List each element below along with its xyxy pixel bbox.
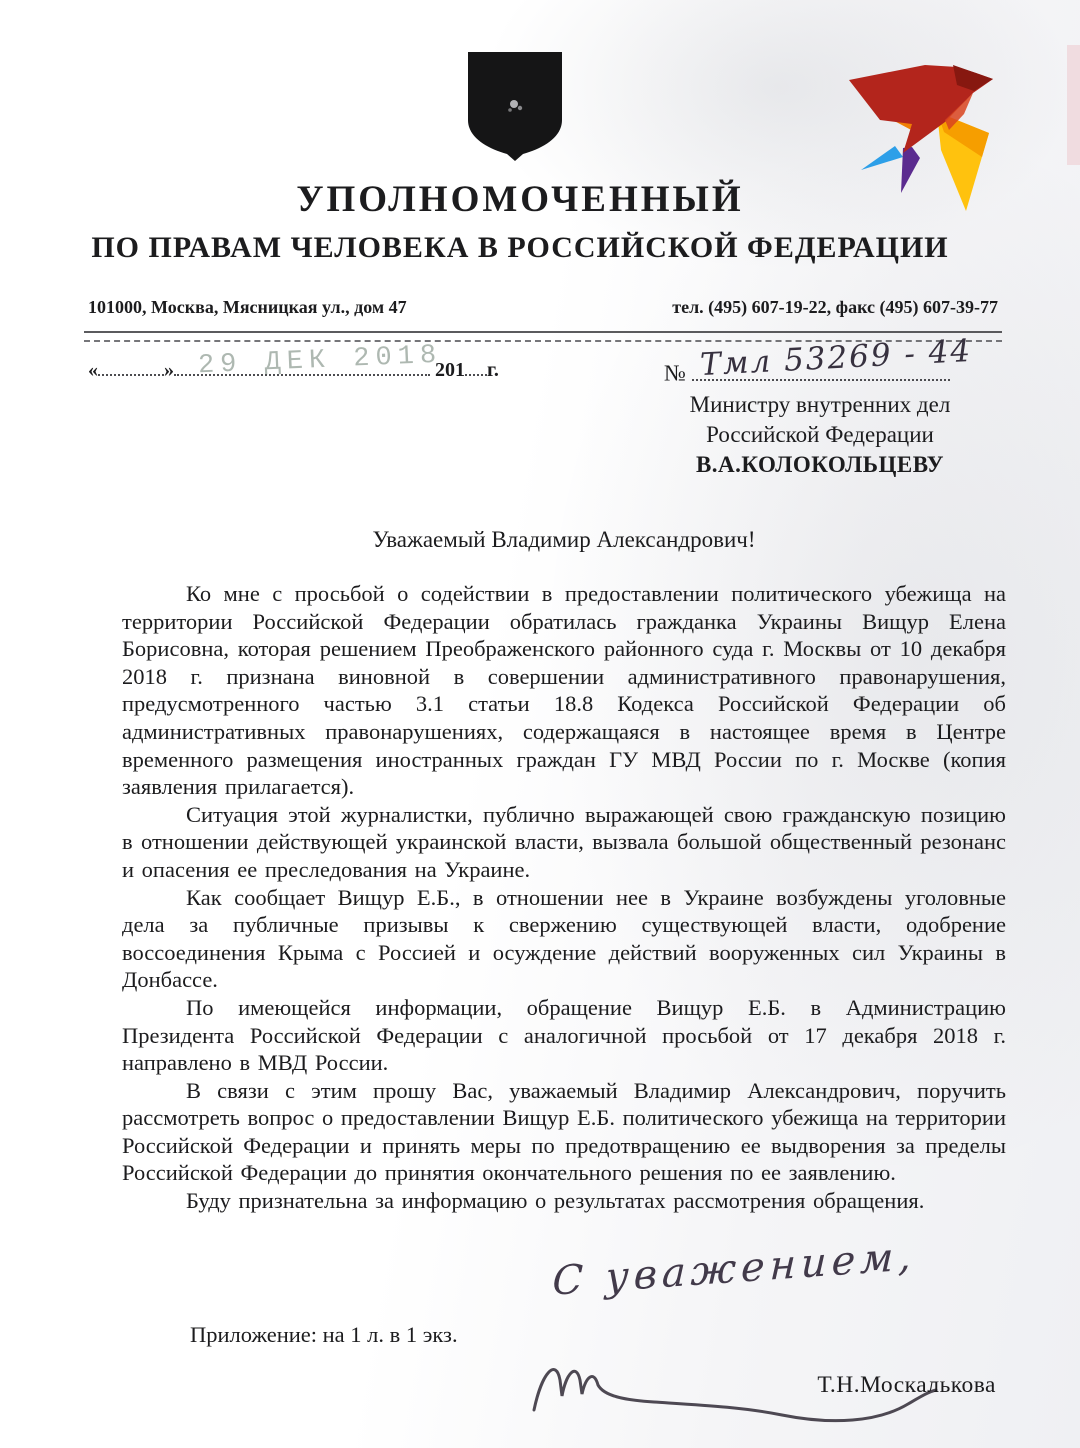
recipient-line1: Министру внутренних дел bbox=[689, 392, 951, 417]
date-day-blank bbox=[98, 356, 164, 376]
letterhead-contact-row bbox=[88, 297, 998, 318]
body-paragraph: По имеющейся информации, обращение Вищур Е.Б. в Администрацию Президента Российской Федерации с аналогичной просьбой от 17 декабря 2018 г. направлено в МВД России. bbox=[122, 994, 1006, 1076]
date-year-blank bbox=[465, 356, 487, 376]
attachment-note: Приложение: на 1 л. в 1 экз. bbox=[190, 1322, 458, 1347]
handwritten-regards: С уважением, bbox=[551, 1233, 917, 1305]
date-year-suffix: г. bbox=[487, 359, 499, 381]
date-quote-open: « bbox=[88, 359, 98, 381]
salutation: Уважаемый Владимир Александрович! bbox=[372, 527, 756, 552]
letterhead bbox=[60, 178, 980, 265]
body-paragraph: Как сообщает Вищур Е.Б., в отношении нее в Украине возбуждены уголовные дела за публичные призывы к свержению существующей власти, одобрение воссоединения Крыма с Россией и осуждение действий вооруженных сил Украины в Донбассе. bbox=[122, 884, 1006, 993]
body-paragraph: Ситуация этой журналистки, публично выражающей свою гражданскую позицию в отношении действующей украинской власти, вызвала большой общественный резонанс и опасения ее преследования на Украине. bbox=[122, 801, 1006, 882]
letterhead-phone: тел. (495) 607-19-22, факс (495) 607-39-77 bbox=[672, 297, 998, 317]
number-label: № bbox=[664, 360, 686, 386]
letterhead-address: 101000, Москва, Мясницкая ул., дом 47 bbox=[88, 297, 407, 317]
recipient-name: В.А.КОЛОКОЛЬЦЕВУ bbox=[695, 452, 945, 477]
date-month-blank bbox=[174, 356, 430, 376]
scan-edge-artifact bbox=[1067, 45, 1080, 165]
handwritten-number: Тмл 53269 - 44 bbox=[699, 332, 973, 384]
body-paragraph: В связи с этим прошу Вас, уважаемый Владимир Александрович, поручить рассмотреть вопрос о предоставлении Вищур Е.Б. политического убежища на территории Российской Федерации и принять меры по предотвращению ее выдворения за пределы Российской Федерации до принятия окончательного решения по ее заявлению. bbox=[122, 1077, 1006, 1186]
letterhead-title-line1: УПОЛНОМОЧЕННЫЙ bbox=[296, 179, 744, 220]
ombudsman-shield-emblem-icon bbox=[465, 50, 565, 162]
date-quote-close: » bbox=[164, 359, 174, 381]
letter-body bbox=[122, 580, 1006, 1215]
body-paragraph: Ко мне с просьбой о содействии в предоставлении политического убежища на территории Российской Федерации обратилась гражданка Украины Вищур Елена Борисовна, которая решением Преображенского районного суда г. Москвы от 10 декабря 2018 г. признана виновной в совершении административного правонарушения, предусмотренного частью 3.1 статьи 18.8 Кодекса Российской Федерации об административных правонарушениях, содержащаяся в настоящее время в Центре временного размещения иностранных граждан ГУ МВД России по г. Москве (копия заявления прилагается). bbox=[122, 581, 1006, 800]
recipient-block bbox=[655, 390, 985, 480]
body-paragraph: Буду признательна за информацию о результатах рассмотрения обращения. bbox=[186, 1188, 925, 1214]
recipient-line2: Российской Федерации bbox=[706, 422, 934, 447]
letterhead-title-line2: ПО ПРАВАМ ЧЕЛОВЕКА В РОССИЙСКОЙ ФЕДЕРАЦИИ bbox=[91, 231, 949, 264]
incoming-date-stamp: 29 ДЕК 2018 bbox=[197, 340, 443, 382]
date-year-prefix: 201 bbox=[435, 359, 465, 381]
date-line bbox=[88, 356, 499, 382]
signer-name: Т.Н.Москалькова bbox=[817, 1372, 996, 1398]
